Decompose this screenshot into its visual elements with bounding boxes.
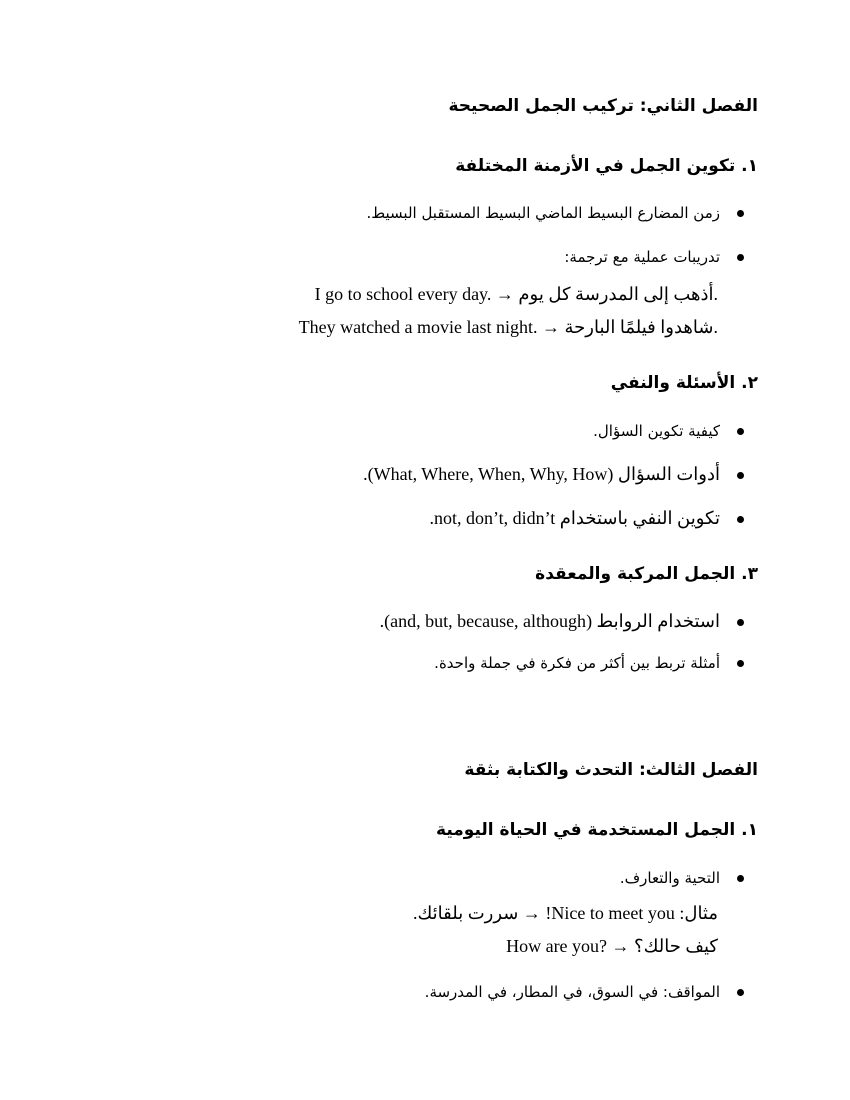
situations-bullet: المواقف: في السوق، في المطار، في المدرسة. xyxy=(424,983,720,1001)
bullet-icon xyxy=(737,516,744,523)
example-nice-to-meet: مثال: Nice to meet you! → سررت بلقائك. xyxy=(413,903,718,923)
practice-bullet: تدريبات عملية مع ترجمة: xyxy=(564,248,720,266)
example-school: I go to school every day. → أذهب إلى المدرسة كل يوم. xyxy=(314,284,718,304)
connectors-bullet: استخدام الروابط (and, but, because, although). xyxy=(379,611,720,631)
question-words-bullet: أدوات السؤال (What, Where, When, Why, How). xyxy=(363,464,720,484)
example-how-are-you: How are you? → كيف حالك؟ xyxy=(506,936,718,956)
bullet-icon xyxy=(737,619,744,626)
negation-bullet: تكوين النفي باستخدام not, don’t, didn’t. xyxy=(429,508,720,528)
chapter-2-title: الفصل الثاني: تركيب الجمل الصحيحة xyxy=(448,96,758,116)
greetings-bullet: التحية والتعارف. xyxy=(619,869,720,887)
bullet-icon xyxy=(737,875,744,882)
question-formation-bullet: كيفية تكوين السؤال. xyxy=(593,422,720,440)
section-1-heading: ١. تكوين الجمل في الأزمنة المختلفة xyxy=(455,156,758,176)
section-3-heading: ٣. الجمل المركبة والمعقدة xyxy=(535,564,758,584)
example-movie: They watched a movie last night. → شاهدوا فيلمًا البارحة. xyxy=(298,317,718,337)
bullet-icon xyxy=(737,472,744,479)
bullet-icon xyxy=(737,989,744,996)
tenses-bullet: زمن المضارع البسيط الماضي البسيط المستقبل البسيط. xyxy=(366,204,720,222)
compound-examples-bullet: أمثلة تربط بين أكثر من فكرة في جملة واحدة. xyxy=(434,654,720,672)
bullet-icon xyxy=(737,210,744,217)
section-2-heading: ٢. الأسئلة والنفي xyxy=(610,373,758,393)
chapter-3-title: الفصل الثالث: التحدث والكتابة بثقة xyxy=(464,760,758,780)
bullet-icon xyxy=(737,660,744,667)
bullet-icon xyxy=(737,428,744,435)
daily-life-heading: ١. الجمل المستخدمة في الحياة اليومية xyxy=(436,820,758,840)
bullet-icon xyxy=(737,254,744,261)
